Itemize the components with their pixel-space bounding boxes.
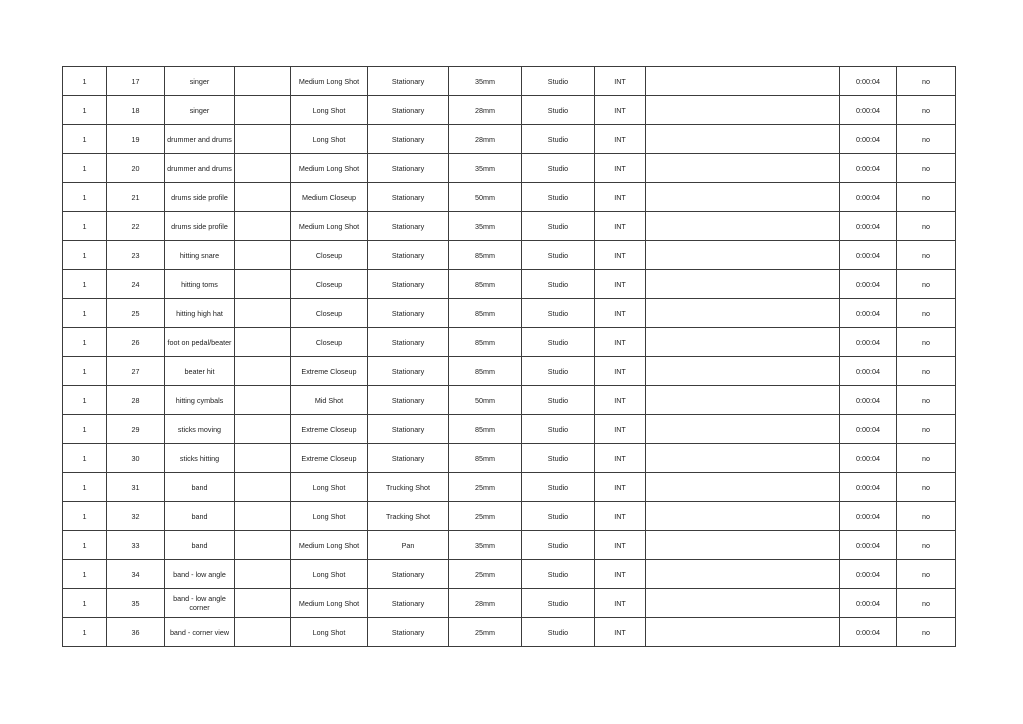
notes-cell <box>235 183 291 212</box>
table-row <box>63 560 956 589</box>
int-ext-cell: INT <box>595 183 646 212</box>
description-cell: singer <box>165 67 235 96</box>
camera-movement-cell: Stationary <box>368 618 449 647</box>
notes-cell <box>235 241 291 270</box>
table-row <box>63 299 956 328</box>
done-cell: no <box>897 96 956 125</box>
location-cell: Studio <box>522 618 595 647</box>
location-cell: Studio <box>522 357 595 386</box>
duration-cell: 0:00:04 <box>840 183 897 212</box>
duration-cell: 0:00:04 <box>840 444 897 473</box>
shot-size-cell: Medium Long Shot <box>291 212 368 241</box>
notes-cell <box>235 502 291 531</box>
camera-movement-cell: Pan <box>368 531 449 560</box>
lens-cell: 35mm <box>449 531 522 560</box>
description-cell: hitting toms <box>165 270 235 299</box>
shot-size-cell: Long Shot <box>291 502 368 531</box>
duration-cell: 0:00:04 <box>840 96 897 125</box>
description-cell: singer <box>165 96 235 125</box>
notes-cell <box>235 415 291 444</box>
notes-cell <box>235 531 291 560</box>
shot-size-cell: Long Shot <box>291 473 368 502</box>
int-ext-cell: INT <box>595 473 646 502</box>
int-ext-cell: INT <box>595 328 646 357</box>
location-cell: Studio <box>522 212 595 241</box>
done-cell: no <box>897 357 956 386</box>
details-cell <box>646 67 840 96</box>
lens-cell: 85mm <box>449 444 522 473</box>
camera-movement-cell: Stationary <box>368 183 449 212</box>
description-cell: beater hit <box>165 357 235 386</box>
camera-movement-cell: Tracking Shot <box>368 502 449 531</box>
done-cell: no <box>897 415 956 444</box>
lens-cell: 25mm <box>449 618 522 647</box>
duration-cell: 0:00:04 <box>840 125 897 154</box>
table-row <box>63 502 956 531</box>
description-cell: band - low angle corner <box>165 589 235 618</box>
location-cell: Studio <box>522 589 595 618</box>
scene-cell: 1 <box>63 328 107 357</box>
details-cell <box>646 386 840 415</box>
table-row <box>63 270 956 299</box>
shot-number-cell: 19 <box>107 125 165 154</box>
table-row <box>63 67 956 96</box>
shot-number-cell: 17 <box>107 67 165 96</box>
scene-cell: 1 <box>63 618 107 647</box>
shot-number-cell: 20 <box>107 154 165 183</box>
details-cell <box>646 502 840 531</box>
scene-cell: 1 <box>63 270 107 299</box>
camera-movement-cell: Stationary <box>368 415 449 444</box>
shot-size-cell: Long Shot <box>291 618 368 647</box>
scene-cell: 1 <box>63 299 107 328</box>
details-cell <box>646 212 840 241</box>
notes-cell <box>235 299 291 328</box>
camera-movement-cell: Stationary <box>368 589 449 618</box>
table-row <box>63 618 956 647</box>
lens-cell: 25mm <box>449 502 522 531</box>
table-row <box>63 357 956 386</box>
shot-size-cell: Medium Long Shot <box>291 67 368 96</box>
notes-cell <box>235 328 291 357</box>
camera-movement-cell: Stationary <box>368 212 449 241</box>
scene-cell: 1 <box>63 589 107 618</box>
done-cell: no <box>897 328 956 357</box>
description-cell: drummer and drums <box>165 154 235 183</box>
location-cell: Studio <box>522 560 595 589</box>
shot-number-cell: 27 <box>107 357 165 386</box>
int-ext-cell: INT <box>595 67 646 96</box>
notes-cell <box>235 67 291 96</box>
scene-cell: 1 <box>63 96 107 125</box>
shot-number-cell: 34 <box>107 560 165 589</box>
int-ext-cell: INT <box>595 357 646 386</box>
scene-cell: 1 <box>63 415 107 444</box>
description-cell: drums side profile <box>165 212 235 241</box>
duration-cell: 0:00:04 <box>840 270 897 299</box>
details-cell <box>646 444 840 473</box>
table-row <box>63 96 956 125</box>
duration-cell: 0:00:04 <box>840 386 897 415</box>
details-cell <box>646 299 840 328</box>
lens-cell: 85mm <box>449 299 522 328</box>
int-ext-cell: INT <box>595 618 646 647</box>
table-row <box>63 241 956 270</box>
camera-movement-cell: Stationary <box>368 154 449 183</box>
details-cell <box>646 531 840 560</box>
scene-cell: 1 <box>63 531 107 560</box>
int-ext-cell: INT <box>595 270 646 299</box>
notes-cell <box>235 618 291 647</box>
lens-cell: 28mm <box>449 125 522 154</box>
location-cell: Studio <box>522 241 595 270</box>
location-cell: Studio <box>522 96 595 125</box>
done-cell: no <box>897 125 956 154</box>
int-ext-cell: INT <box>595 154 646 183</box>
done-cell: no <box>897 212 956 241</box>
scene-cell: 1 <box>63 241 107 270</box>
duration-cell: 0:00:04 <box>840 241 897 270</box>
lens-cell: 85mm <box>449 415 522 444</box>
duration-cell: 0:00:04 <box>840 328 897 357</box>
int-ext-cell: INT <box>595 502 646 531</box>
location-cell: Studio <box>522 531 595 560</box>
notes-cell <box>235 386 291 415</box>
table-row <box>63 531 956 560</box>
lens-cell: 85mm <box>449 357 522 386</box>
int-ext-cell: INT <box>595 444 646 473</box>
int-ext-cell: INT <box>595 560 646 589</box>
shot-size-cell: Extreme Closeup <box>291 357 368 386</box>
table-row <box>63 386 956 415</box>
lens-cell: 85mm <box>449 328 522 357</box>
table-row <box>63 154 956 183</box>
shot-size-cell: Medium Closeup <box>291 183 368 212</box>
done-cell: no <box>897 531 956 560</box>
duration-cell: 0:00:04 <box>840 560 897 589</box>
shot-size-cell: Extreme Closeup <box>291 444 368 473</box>
int-ext-cell: INT <box>595 96 646 125</box>
shot-number-cell: 31 <box>107 473 165 502</box>
details-cell <box>646 241 840 270</box>
camera-movement-cell: Stationary <box>368 444 449 473</box>
camera-movement-cell: Stationary <box>368 67 449 96</box>
duration-cell: 0:00:04 <box>840 589 897 618</box>
lens-cell: 25mm <box>449 560 522 589</box>
duration-cell: 0:00:04 <box>840 473 897 502</box>
shot-number-cell: 33 <box>107 531 165 560</box>
table-row <box>63 125 956 154</box>
camera-movement-cell: Stationary <box>368 96 449 125</box>
notes-cell <box>235 96 291 125</box>
notes-cell <box>235 473 291 502</box>
lens-cell: 50mm <box>449 183 522 212</box>
description-cell: band <box>165 531 235 560</box>
scene-cell: 1 <box>63 560 107 589</box>
camera-movement-cell: Stationary <box>368 125 449 154</box>
lens-cell: 85mm <box>449 241 522 270</box>
shot-number-cell: 26 <box>107 328 165 357</box>
done-cell: no <box>897 386 956 415</box>
location-cell: Studio <box>522 299 595 328</box>
camera-movement-cell: Stationary <box>368 386 449 415</box>
scene-cell: 1 <box>63 67 107 96</box>
notes-cell <box>235 270 291 299</box>
done-cell: no <box>897 67 956 96</box>
shot-number-cell: 30 <box>107 444 165 473</box>
shot-list-table <box>62 66 956 647</box>
location-cell: Studio <box>522 67 595 96</box>
table-row <box>63 328 956 357</box>
done-cell: no <box>897 618 956 647</box>
details-cell <box>646 357 840 386</box>
scene-cell: 1 <box>63 502 107 531</box>
location-cell: Studio <box>522 125 595 154</box>
lens-cell: 35mm <box>449 154 522 183</box>
table-row <box>63 589 956 618</box>
done-cell: no <box>897 154 956 183</box>
notes-cell <box>235 212 291 241</box>
details-cell <box>646 125 840 154</box>
done-cell: no <box>897 270 956 299</box>
scene-cell: 1 <box>63 212 107 241</box>
shot-size-cell: Medium Long Shot <box>291 589 368 618</box>
notes-cell <box>235 357 291 386</box>
done-cell: no <box>897 241 956 270</box>
notes-cell <box>235 560 291 589</box>
notes-cell <box>235 444 291 473</box>
shot-size-cell: Medium Long Shot <box>291 154 368 183</box>
camera-movement-cell: Stationary <box>368 270 449 299</box>
details-cell <box>646 96 840 125</box>
scene-cell: 1 <box>63 357 107 386</box>
details-cell <box>646 328 840 357</box>
shot-number-cell: 22 <box>107 212 165 241</box>
table-row <box>63 444 956 473</box>
description-cell: hitting snare <box>165 241 235 270</box>
shot-list-body <box>63 67 956 647</box>
shot-size-cell: Long Shot <box>291 560 368 589</box>
duration-cell: 0:00:04 <box>840 415 897 444</box>
scene-cell: 1 <box>63 183 107 212</box>
scene-cell: 1 <box>63 473 107 502</box>
done-cell: no <box>897 560 956 589</box>
description-cell: hitting high hat <box>165 299 235 328</box>
shot-size-cell: Closeup <box>291 270 368 299</box>
description-cell: band <box>165 502 235 531</box>
duration-cell: 0:00:04 <box>840 618 897 647</box>
description-cell: drummer and drums <box>165 125 235 154</box>
notes-cell <box>235 125 291 154</box>
shot-number-cell: 29 <box>107 415 165 444</box>
shot-size-cell: Long Shot <box>291 125 368 154</box>
shot-size-cell: Closeup <box>291 299 368 328</box>
camera-movement-cell: Stationary <box>368 357 449 386</box>
camera-movement-cell: Stationary <box>368 560 449 589</box>
scene-cell: 1 <box>63 154 107 183</box>
int-ext-cell: INT <box>595 299 646 328</box>
description-cell: band <box>165 473 235 502</box>
location-cell: Studio <box>522 415 595 444</box>
shot-number-cell: 25 <box>107 299 165 328</box>
table-row <box>63 212 956 241</box>
location-cell: Studio <box>522 270 595 299</box>
lens-cell: 35mm <box>449 67 522 96</box>
shot-number-cell: 18 <box>107 96 165 125</box>
description-cell: foot on pedal/beater <box>165 328 235 357</box>
shot-number-cell: 21 <box>107 183 165 212</box>
details-cell <box>646 415 840 444</box>
location-cell: Studio <box>522 502 595 531</box>
description-cell: sticks hitting <box>165 444 235 473</box>
details-cell <box>646 270 840 299</box>
done-cell: no <box>897 473 956 502</box>
lens-cell: 50mm <box>449 386 522 415</box>
location-cell: Studio <box>522 444 595 473</box>
camera-movement-cell: Trucking Shot <box>368 473 449 502</box>
shot-size-cell: Long Shot <box>291 96 368 125</box>
shot-number-cell: 36 <box>107 618 165 647</box>
int-ext-cell: INT <box>595 212 646 241</box>
int-ext-cell: INT <box>595 386 646 415</box>
details-cell <box>646 560 840 589</box>
table-row <box>63 473 956 502</box>
int-ext-cell: INT <box>595 241 646 270</box>
table-row <box>63 415 956 444</box>
location-cell: Studio <box>522 473 595 502</box>
done-cell: no <box>897 444 956 473</box>
camera-movement-cell: Stationary <box>368 241 449 270</box>
shot-number-cell: 23 <box>107 241 165 270</box>
lens-cell: 28mm <box>449 589 522 618</box>
lens-cell: 35mm <box>449 212 522 241</box>
int-ext-cell: INT <box>595 531 646 560</box>
scene-cell: 1 <box>63 386 107 415</box>
scene-cell: 1 <box>63 125 107 154</box>
duration-cell: 0:00:04 <box>840 67 897 96</box>
description-cell: band - low angle <box>165 560 235 589</box>
shot-size-cell: Extreme Closeup <box>291 415 368 444</box>
location-cell: Studio <box>522 154 595 183</box>
duration-cell: 0:00:04 <box>840 299 897 328</box>
lens-cell: 28mm <box>449 96 522 125</box>
int-ext-cell: INT <box>595 415 646 444</box>
description-cell: drums side profile <box>165 183 235 212</box>
duration-cell: 0:00:04 <box>840 154 897 183</box>
shot-number-cell: 28 <box>107 386 165 415</box>
location-cell: Studio <box>522 328 595 357</box>
scene-cell: 1 <box>63 444 107 473</box>
done-cell: no <box>897 502 956 531</box>
description-cell: hitting cymbals <box>165 386 235 415</box>
duration-cell: 0:00:04 <box>840 212 897 241</box>
duration-cell: 0:00:04 <box>840 357 897 386</box>
shot-size-cell: Closeup <box>291 328 368 357</box>
shot-number-cell: 24 <box>107 270 165 299</box>
lens-cell: 85mm <box>449 270 522 299</box>
location-cell: Studio <box>522 183 595 212</box>
details-cell <box>646 473 840 502</box>
shot-size-cell: Closeup <box>291 241 368 270</box>
details-cell <box>646 183 840 212</box>
done-cell: no <box>897 589 956 618</box>
shot-size-cell: Mid Shot <box>291 386 368 415</box>
int-ext-cell: INT <box>595 125 646 154</box>
camera-movement-cell: Stationary <box>368 299 449 328</box>
duration-cell: 0:00:04 <box>840 531 897 560</box>
duration-cell: 0:00:04 <box>840 502 897 531</box>
int-ext-cell: INT <box>595 589 646 618</box>
description-cell: band - corner view <box>165 618 235 647</box>
notes-cell <box>235 154 291 183</box>
shot-size-cell: Medium Long Shot <box>291 531 368 560</box>
shot-number-cell: 35 <box>107 589 165 618</box>
camera-movement-cell: Stationary <box>368 328 449 357</box>
shot-number-cell: 32 <box>107 502 165 531</box>
location-cell: Studio <box>522 386 595 415</box>
notes-cell <box>235 589 291 618</box>
done-cell: no <box>897 183 956 212</box>
details-cell <box>646 589 840 618</box>
done-cell: no <box>897 299 956 328</box>
table-row <box>63 183 956 212</box>
details-cell <box>646 154 840 183</box>
lens-cell: 25mm <box>449 473 522 502</box>
description-cell: sticks moving <box>165 415 235 444</box>
details-cell <box>646 618 840 647</box>
